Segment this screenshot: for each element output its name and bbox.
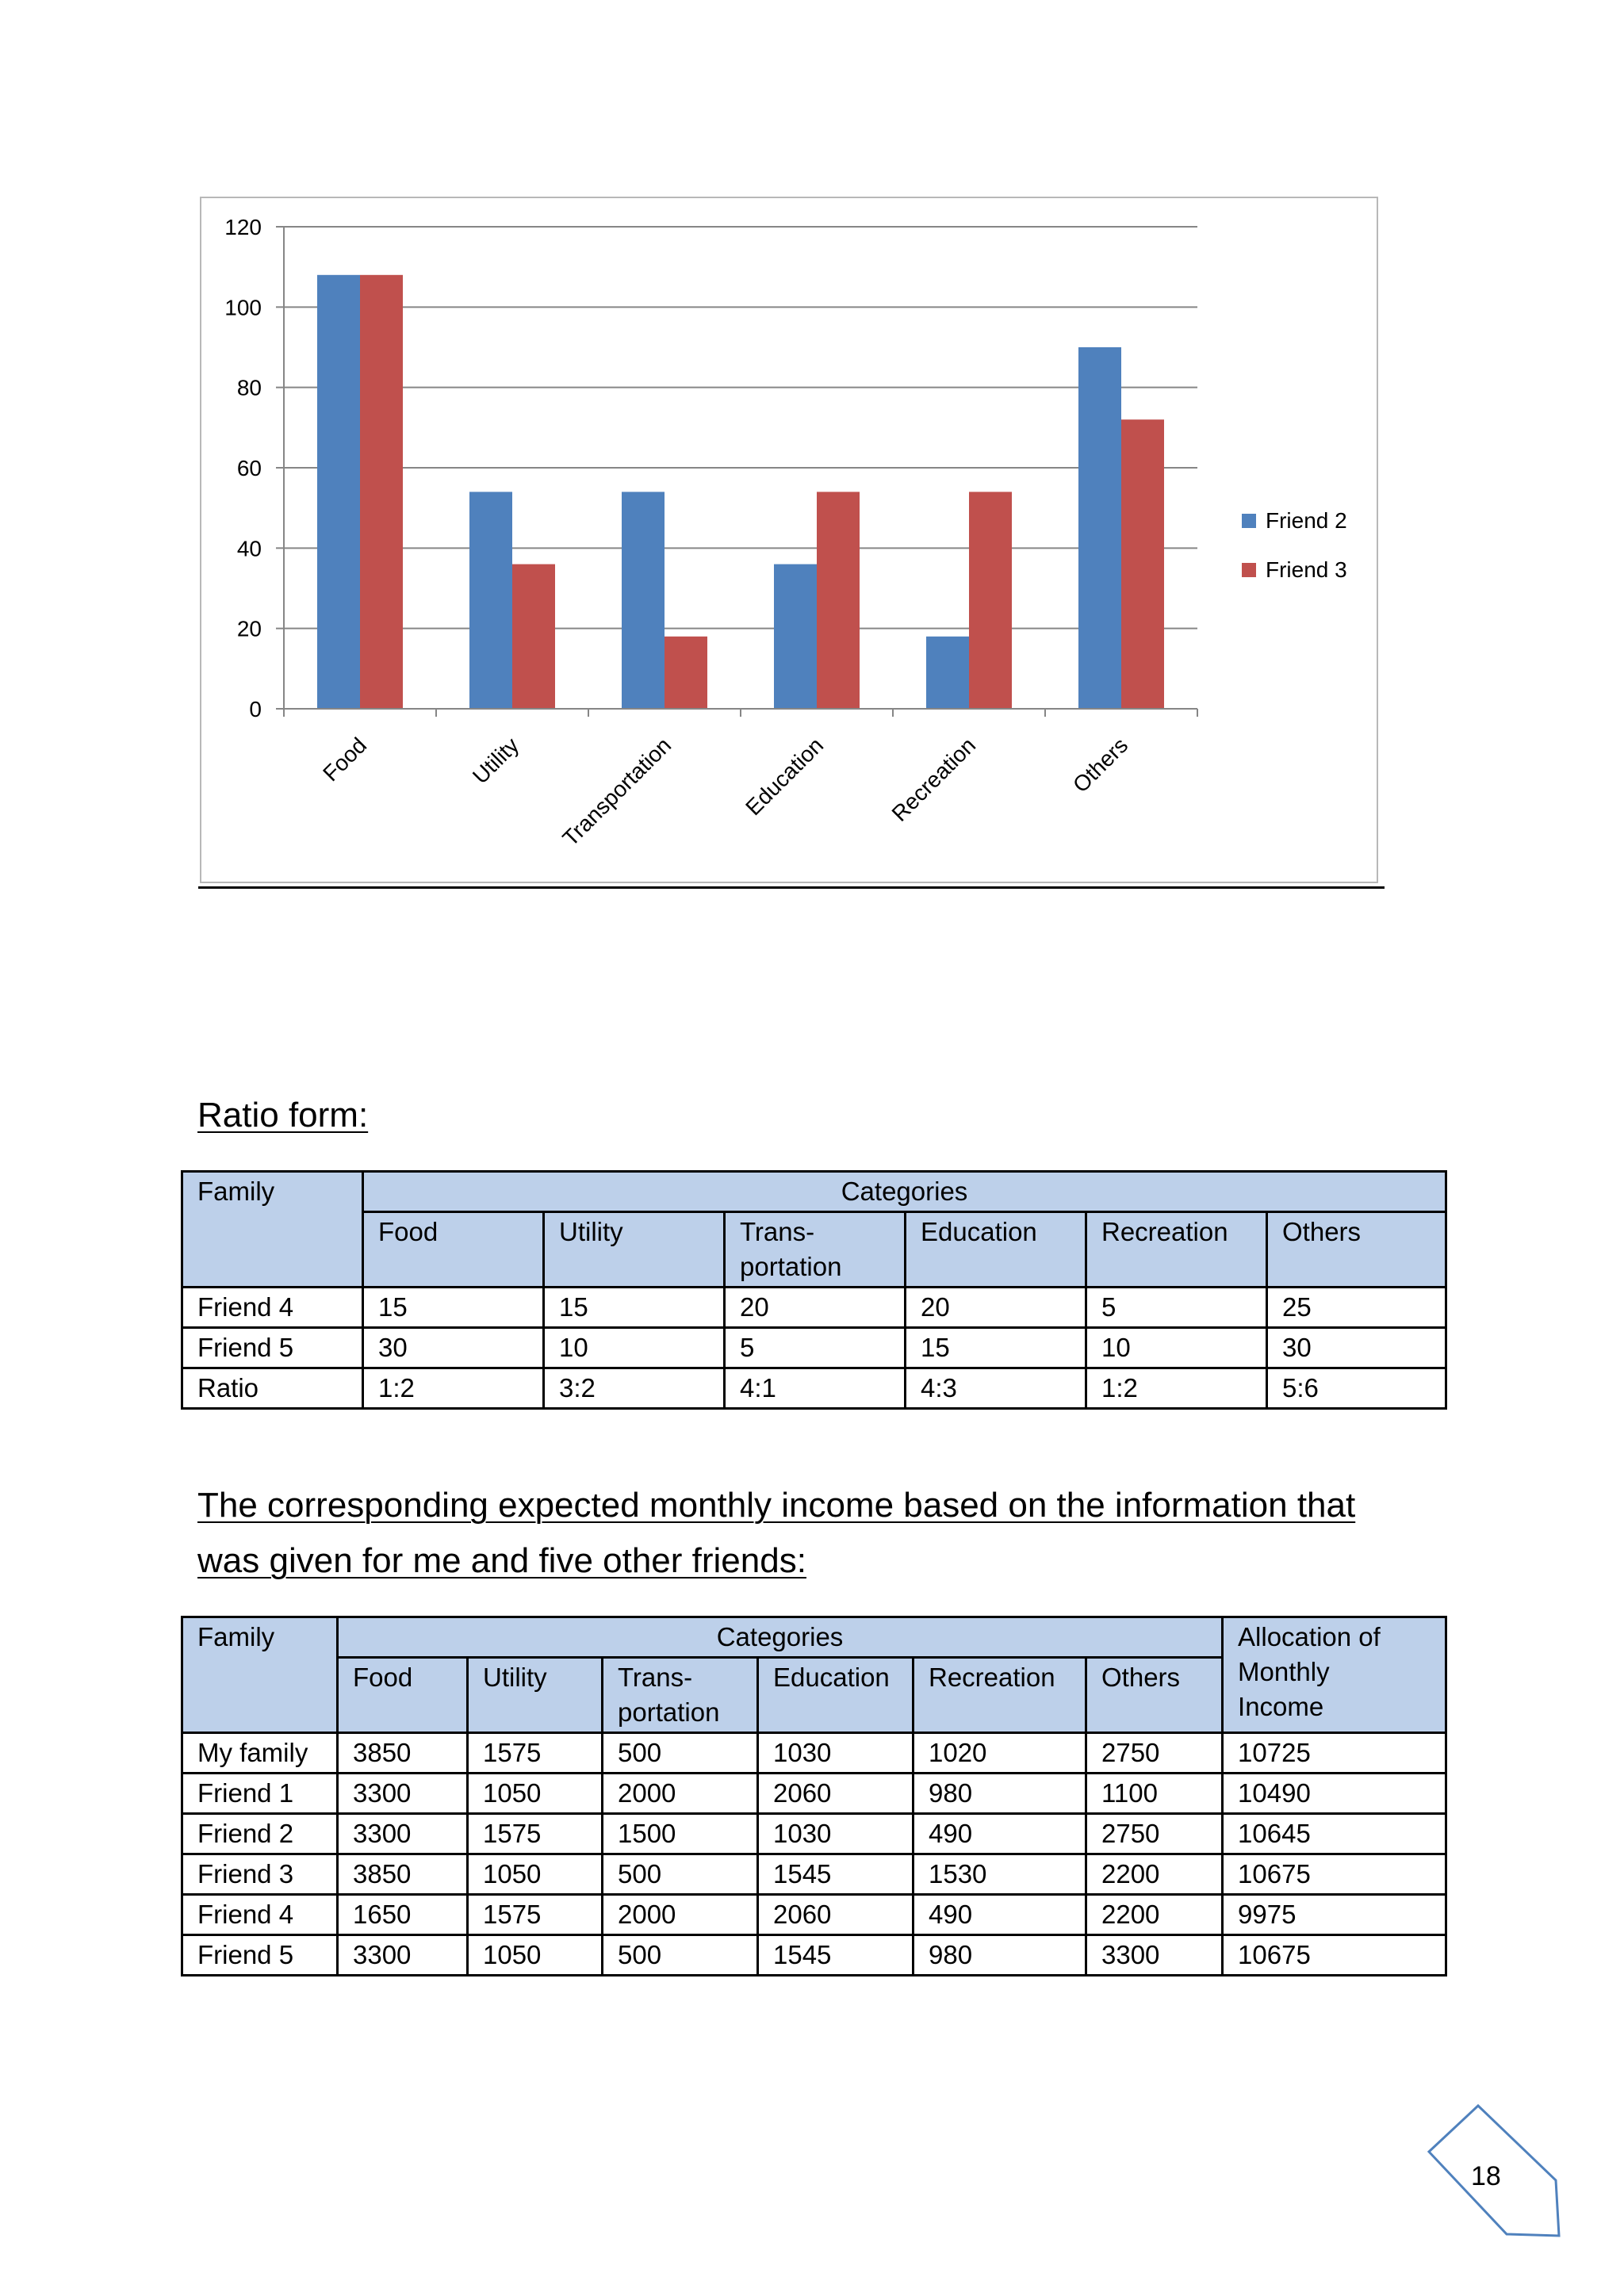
y-tick-label: 80: [236, 375, 262, 400]
row-label: Ratio: [182, 1368, 363, 1409]
row-label: Friend 5: [182, 1935, 338, 1976]
bar-education-friend-3: [817, 492, 860, 709]
bar-transportation-friend-3: [665, 637, 707, 709]
table-cell: 1050: [468, 1854, 603, 1895]
ratio-col-header: Others: [1267, 1212, 1446, 1288]
x-tick-label: Others: [1067, 733, 1133, 798]
table-row: [182, 1328, 1446, 1368]
table-row: [182, 1288, 1446, 1328]
table-cell: 3300: [338, 1935, 468, 1976]
table-row: [182, 1368, 1446, 1409]
table-cell: 1050: [468, 1774, 603, 1814]
ratio-col-header: Education: [906, 1212, 1086, 1288]
table-cell: 1575: [468, 1895, 603, 1935]
page-number: 18: [1471, 2161, 1501, 2191]
income-col-header: Utility: [468, 1658, 603, 1733]
table-cell: 15: [906, 1328, 1086, 1368]
income-col-header: Education: [758, 1658, 914, 1733]
table-row: [182, 1814, 1446, 1854]
table-cell: 10: [544, 1328, 725, 1368]
table-cell: 15: [363, 1288, 544, 1328]
table-cell: 500: [603, 1935, 758, 1976]
table-cell: 1500: [603, 1814, 758, 1854]
table-cell: 1020: [914, 1733, 1086, 1774]
table-cell: 25: [1267, 1288, 1446, 1328]
row-label: Friend 2: [182, 1814, 338, 1854]
table-cell: 1530: [914, 1854, 1086, 1895]
income-col-header: Trans- portation: [603, 1658, 758, 1733]
ratio-header-categories: Categories: [363, 1172, 1446, 1212]
ratio-col-header: Recreation: [1086, 1212, 1267, 1288]
table-cell: 1575: [468, 1733, 603, 1774]
table-cell: 2060: [758, 1774, 914, 1814]
income-heading-line2: was given for me and five other friends:: [197, 1541, 806, 1580]
table-cell: 3300: [1086, 1935, 1223, 1976]
table-cell: 490: [914, 1895, 1086, 1935]
legend-swatch: [1242, 563, 1256, 577]
table-cell: 4:1: [725, 1368, 906, 1409]
legend-swatch: [1242, 514, 1256, 528]
chart-frame: [200, 197, 1378, 883]
table-cell: 1545: [758, 1935, 914, 1976]
bar-others-friend-2: [1078, 347, 1121, 709]
table-row: [182, 1854, 1446, 1895]
ratio-col-header: Trans- portation: [725, 1212, 906, 1288]
table-cell: 3300: [338, 1814, 468, 1854]
table-cell: 20: [906, 1288, 1086, 1328]
y-tick-label: 40: [236, 536, 262, 561]
bar-education-friend-2: [774, 564, 817, 709]
y-tick-label: 120: [224, 215, 262, 239]
y-tick-label: 20: [236, 616, 262, 641]
table-cell: 5:6: [1267, 1368, 1446, 1409]
table-cell: 3850: [338, 1854, 468, 1895]
x-tick-label: Recreation: [887, 733, 981, 826]
table-cell: 9975: [1223, 1895, 1446, 1935]
table-cell: 1050: [468, 1935, 603, 1976]
table-row: [182, 1935, 1446, 1976]
table-cell: 1:2: [363, 1368, 544, 1409]
table-cell: 2200: [1086, 1854, 1223, 1895]
ratio-form-heading: Ratio form:: [197, 1096, 369, 1135]
table-cell: 2000: [603, 1895, 758, 1935]
x-tick-label: Food: [318, 733, 372, 786]
ratio-header-family: Family: [182, 1172, 363, 1288]
table-row: [182, 1733, 1446, 1774]
bar-utility-friend-3: [512, 564, 555, 709]
ratio-col-header: Food: [363, 1212, 544, 1288]
table-cell: 2000: [603, 1774, 758, 1814]
row-label: Friend 3: [182, 1854, 338, 1895]
income-table: [181, 1616, 1447, 1976]
table-cell: 10645: [1223, 1814, 1446, 1854]
row-label: Friend 4: [182, 1895, 338, 1935]
chart-underline: [198, 886, 1385, 889]
table-cell: 1030: [758, 1733, 914, 1774]
x-tick-label: Utility: [467, 733, 524, 789]
table-cell: 1545: [758, 1854, 914, 1895]
bar-food-friend-3: [360, 275, 403, 709]
table-cell: 500: [603, 1733, 758, 1774]
ratio-table: [181, 1170, 1447, 1410]
table-row: [182, 1774, 1446, 1814]
table-cell: 980: [914, 1935, 1086, 1976]
table-cell: 1:2: [1086, 1368, 1267, 1409]
row-label: Friend 4: [182, 1288, 363, 1328]
y-tick-label: 100: [224, 295, 262, 320]
row-label: Friend 1: [182, 1774, 338, 1814]
table-row: [182, 1895, 1446, 1935]
table-cell: 10490: [1223, 1774, 1446, 1814]
income-heading-line1: The corresponding expected monthly income based on the information that: [197, 1486, 1356, 1525]
table-cell: 2750: [1086, 1814, 1223, 1854]
table-cell: 1575: [468, 1814, 603, 1854]
x-tick-label: Transportation: [557, 733, 676, 851]
bar-food-friend-2: [317, 275, 360, 709]
table-cell: 1030: [758, 1814, 914, 1854]
bar-recreation-friend-3: [969, 492, 1012, 709]
table-cell: 10: [1086, 1328, 1267, 1368]
table-cell: 1100: [1086, 1774, 1223, 1814]
bar-utility-friend-2: [469, 492, 512, 709]
bar-transportation-friend-2: [622, 492, 665, 709]
ratio-col-header: Utility: [544, 1212, 725, 1288]
table-cell: 15: [544, 1288, 725, 1328]
table-cell: 1650: [338, 1895, 468, 1935]
table-cell: 500: [603, 1854, 758, 1895]
table-cell: 3300: [338, 1774, 468, 1814]
income-col-header: Others: [1086, 1658, 1223, 1733]
table-cell: 20: [725, 1288, 906, 1328]
legend-label: Friend 2: [1266, 508, 1347, 533]
table-cell: 4:3: [906, 1368, 1086, 1409]
row-label: My family: [182, 1733, 338, 1774]
row-label: Friend 5: [182, 1328, 363, 1368]
bar-recreation-friend-2: [926, 637, 969, 709]
income-col-header: Food: [338, 1658, 468, 1733]
y-tick-label: 0: [249, 697, 262, 721]
table-cell: 10725: [1223, 1733, 1446, 1774]
x-tick-label: Education: [741, 733, 829, 821]
table-cell: 2750: [1086, 1733, 1223, 1774]
table-cell: 5: [1086, 1288, 1267, 1328]
table-cell: 2200: [1086, 1895, 1223, 1935]
income-header-family: Family: [182, 1617, 338, 1733]
table-cell: 30: [363, 1328, 544, 1368]
income-header-categories: Categories: [338, 1617, 1223, 1658]
legend-label: Friend 3: [1266, 557, 1347, 582]
income-col-header: Recreation: [914, 1658, 1086, 1733]
bar-chart: [201, 198, 1377, 882]
table-cell: 30: [1267, 1328, 1446, 1368]
table-cell: 490: [914, 1814, 1086, 1854]
y-tick-label: 60: [236, 456, 262, 480]
table-cell: 5: [725, 1328, 906, 1368]
table-cell: 980: [914, 1774, 1086, 1814]
income-header-allocation: Allocation of Monthly Income: [1223, 1617, 1446, 1733]
table-cell: 10675: [1223, 1854, 1446, 1895]
table-cell: 3850: [338, 1733, 468, 1774]
table-cell: 2060: [758, 1895, 914, 1935]
table-cell: 3:2: [544, 1368, 725, 1409]
bar-others-friend-3: [1121, 419, 1164, 709]
table-cell: 10675: [1223, 1935, 1446, 1976]
